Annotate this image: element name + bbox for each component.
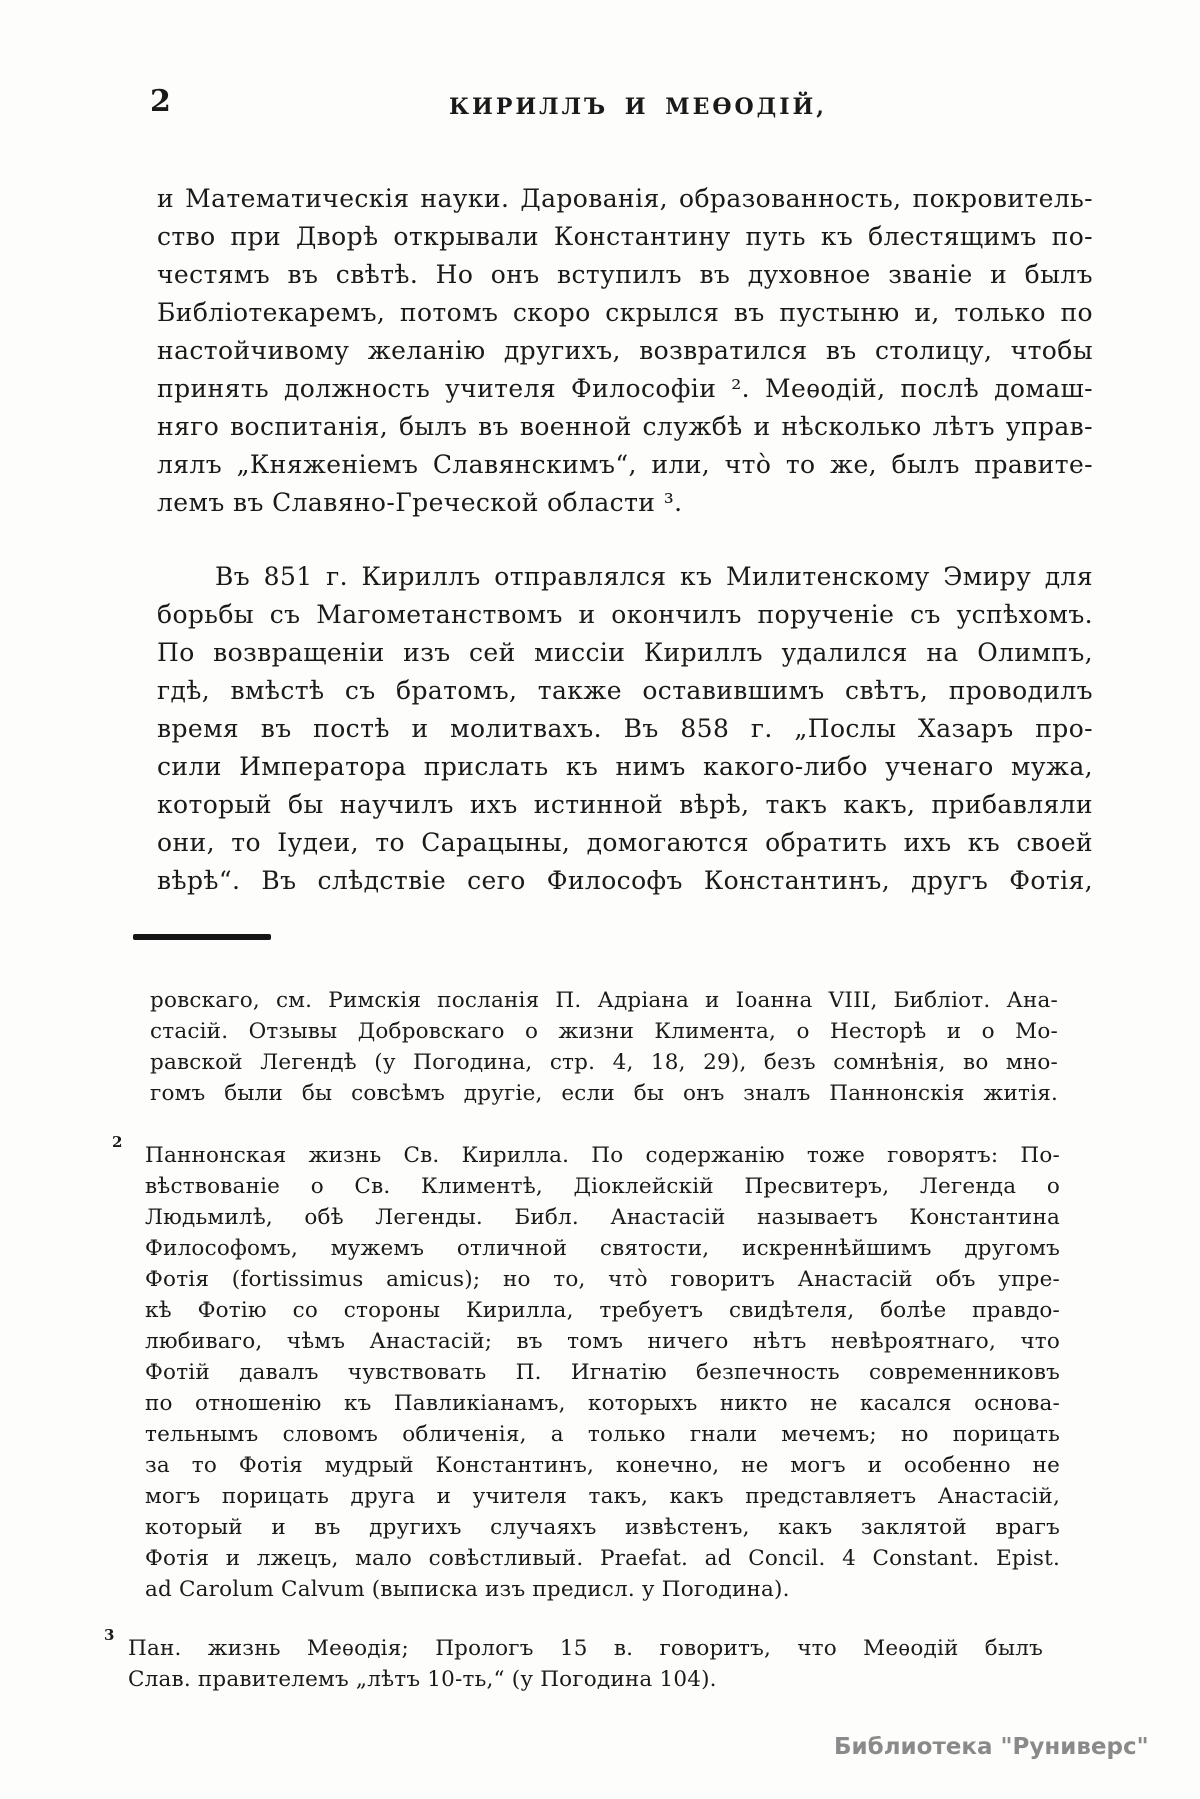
footnote-2 (145, 1140, 1060, 1605)
footnote-line: вѣствованіе о Св. Климентѣ, Діоклейскій Пресвитеръ, Легенда о (145, 1174, 1060, 1199)
footnote-line: гомъ были бы совсѣмъ другіе, если бы онъ зналъ Паннонскія житія. (150, 1081, 1058, 1106)
text-line: борьбы съ Магометанствомъ и окончилъ порученіе съ успѣхомъ. (157, 600, 1093, 629)
text-line: ство при Дворѣ открывали Константину путь къ блестящимъ по- (157, 222, 1093, 251)
text-line: гдѣ, вмѣстѣ съ братомъ, также оставившимъ свѣтъ, проводилъ (157, 676, 1093, 705)
text-line: честямъ въ свѣтѣ. Но онъ вступилъ въ духовное званіе и былъ (157, 260, 1093, 289)
footnote-line: ad Carolum Calvum (выписка изъ предисл. у Погодина). (145, 1577, 790, 1602)
text-line: сили Императора прислать къ нимъ какого-либо ученаго мужа, (157, 752, 1093, 781)
footnote-line: ровскаго, см. Римскія посланія П. Адріана и Іоанна VIII, Библіот. Ана- (150, 988, 1058, 1013)
footnote-line: равской Легендѣ (у Погодина, стр. 4, 18, 29), безъ сомнѣнія, во мно- (150, 1050, 1058, 1075)
paragraph-2 (157, 558, 1093, 900)
text-line: По возвращеніи изъ сей миссіи Кириллъ удалился на Олимпъ, (157, 638, 1093, 667)
library-watermark: Библиотека "Руниверс" (834, 1734, 1149, 1760)
text-line: время въ постѣ и молитвахъ. Въ 858 г. „Послы Хазаръ про- (157, 714, 1093, 743)
text-line: они, то Іудеи, то Сарацыны, домогаются обратить ихъ къ своей (157, 828, 1093, 857)
footnote-line: стасій. Отзывы Добровскаго о жизни Климента, о Несторѣ и о Мо- (150, 1019, 1058, 1044)
footnote-line: тельнымъ словомъ обличенія, а только гнали мечемъ; но порицать (145, 1422, 1060, 1447)
footnote-line: Людьмилѣ, обѣ Легенды. Библ. Анастасій называетъ Константина (145, 1205, 1060, 1230)
footnote-line: по отношенію къ Павликіанамъ, которыхъ никто не касался основа- (145, 1391, 1060, 1416)
text-line: вѣрѣ“. Въ слѣдствіе сего Философъ Константинъ, другъ Фотія, (157, 866, 1093, 895)
footnote-3 (128, 1633, 1043, 1695)
footnote-line: кѣ Фотію со стороны Кирилла, требуетъ свидѣтеля, болѣе правдо- (145, 1298, 1060, 1323)
footnote-line: Паннонская жизнь Св. Кирилла. По содержанію тоже говорятъ: По- (145, 1143, 1060, 1168)
text-line: лемъ въ Славяно-Греческой области ³. (157, 488, 683, 517)
running-head: КИРИЛЛЪ И МЕѲОДІЙ, (449, 94, 827, 120)
paragraph-1 (157, 180, 1093, 522)
text-line: который бы научилъ ихъ истинной вѣрѣ, такъ какъ, прибавляли (157, 790, 1093, 819)
footnote-line: любиваго, чѣмъ Анастасій; въ томъ ничего нѣтъ невѣроятнаго, что (145, 1329, 1060, 1354)
footnote-separator-rule (133, 934, 271, 940)
text-line: принять должность учителя Философіи ². Меѳодій, послѣ домаш- (157, 374, 1093, 403)
page-number: 2 (150, 84, 172, 119)
footnote-line: Пан. жизнь Меѳодія; Прологъ 15 в. говоритъ, что Меѳодій былъ (128, 1636, 1043, 1661)
text-line: настойчивому желанію другихъ, возвратился въ столицу, чтобы (157, 336, 1093, 365)
footnote-line: Фотій давалъ чувствовать П. Игнатію безпечность современниковъ (145, 1360, 1060, 1385)
footnote-line: Фотія (fortissimus amicus); но то, что̀ говоритъ Анастасій объ упре- (145, 1267, 1060, 1292)
footnote-line: который и въ другихъ случаяхъ извѣстенъ, какъ заклятой врагъ (145, 1515, 1060, 1540)
footnote-line: Фотія и лжецъ, мало совѣстливый. Praefat. ad Concil. 4 Constant. Epist. (145, 1546, 1060, 1571)
text-line: лялъ „Княженіемъ Славянскимъ“, или, что̀ то же, былъ правите- (157, 450, 1093, 479)
footnote-marker-2: 2 (112, 1133, 123, 1151)
footnote-continuation (150, 985, 1058, 1109)
footnote-line: могъ порицать друга и учителя такъ, какъ представляетъ Анастасій, (145, 1484, 1060, 1509)
text-line: няго воспитанія, былъ въ военной службѣ и нѣсколько лѣтъ управ- (157, 412, 1093, 441)
footnote-line: Слав. правителемъ „лѣтъ 10-ть,“ (у Погодина 104). (128, 1667, 717, 1692)
text-line: Библіотекаремъ, потомъ скоро скрылся въ пустыню и, только по (157, 298, 1093, 327)
footnote-line: за то Фотія мудрый Константинъ, конечно, не могъ и особенно не (145, 1453, 1060, 1478)
text-line: и Математическія науки. Дарованія, образованность, покровитель- (157, 184, 1093, 213)
text-line: Въ 851 г. Кириллъ отправлялся къ Милитенскому Эмиру для (215, 562, 1093, 591)
footnote-marker-3: 3 (104, 1626, 115, 1644)
footnote-line: Философомъ, мужемъ отличной святости, искреннѣйшимъ другомъ (145, 1236, 1060, 1261)
